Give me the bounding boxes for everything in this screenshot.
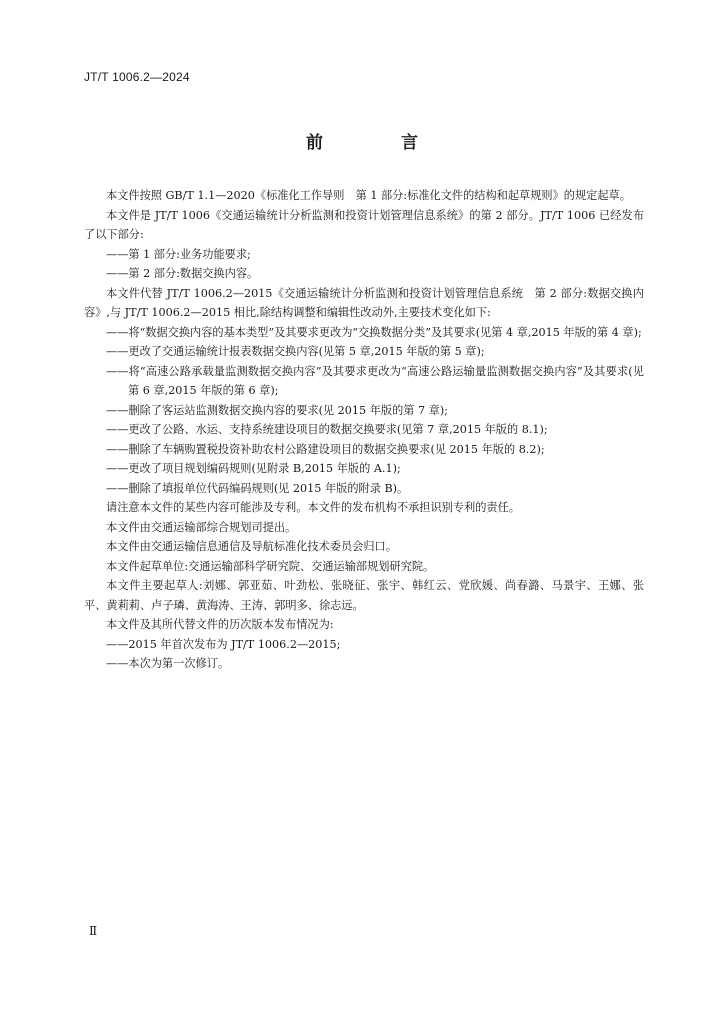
foreword-body xyxy=(84,186,644,674)
page-title: 前 言 xyxy=(306,133,454,153)
paragraph-drafting-rules: 本文件按照 GB/T 1.1—2020《标准化工作导则 第 1 部分:标准化文件的结构和起草规则》的规定起草。 xyxy=(106,189,631,202)
list-item-change: ——将“高速公路承载量监测数据交换内容”及其要求更改为“高速公路运输量监测数据交换内容”及其要求(见第 6 章,2015 年版的第 6 章); xyxy=(106,364,644,397)
list-item-change: ——删除了车辆购置税投资补助农村公路建设项目的数据交换要求(见 2015 年版的 8.2); xyxy=(106,442,545,456)
paragraph-series-part: 本文件是 JT/T 1006《交通运输统计分析监测和投资计划管理信息系统》的第 2 部分。JT/T 1006 已经发布了以下部分: xyxy=(84,208,644,241)
list-item-change: ——删除了填报单位代码编码规则(见 2015 年版的附录 B)。 xyxy=(106,481,409,495)
list-item-part-1: ——第 1 部分:业务功能要求; xyxy=(106,247,251,261)
paragraph-under-jurisdiction: 本文件由交通运输信息通信及导航标准化技术委员会归口。 xyxy=(106,540,397,553)
page-number: Ⅱ xyxy=(89,924,98,938)
paragraph-proposed-by: 本文件由交通运输部综合规划司提出。 xyxy=(106,520,297,534)
list-item-history: ——本次为第一次修订。 xyxy=(106,657,230,670)
list-item-history: ——2015 年首次发布为 JT/T 1006.2—2015; xyxy=(106,637,341,651)
list-item-change: ——将“数据交换内容的基本类型”及其要求更改为“交换数据分类”及其要求(见第 4 章,2015 年版的第 4 章); xyxy=(106,325,642,339)
paragraph-version-history: 本文件及其所代替文件的历次版本发布情况为: xyxy=(106,618,334,631)
paragraph-drafters: 本文件主要起草人:刘娜、郭亚茹、叶劲松、张晓征、张宇、韩红云、党欣媛、尚春潞、马景宇、王娜、张平、黄莉莉、卢子璘、黄海涛、王涛、郭明多、徐志远。 xyxy=(84,579,644,612)
list-item-change: ——更改了交通运输统计报表数据交换内容(见第 5 章,2015 年版的第 5 章); xyxy=(106,345,485,358)
list-item-change: ——更改了公路、水运、支持系统建设项目的数据交换要求(见第 7 章,2015 年版的 8.1); xyxy=(106,423,548,436)
list-item-change: ——更改了项目规划编码规则(见附录 B,2015 年版的 A.1); xyxy=(106,462,401,475)
document-code-header: JT/T 1006.2—2024 xyxy=(84,70,190,84)
paragraph-drafting-organizations: 本文件起草单位:交通运输部科学研究院、交通运输部规划研究院。 xyxy=(106,559,435,573)
list-item-change: ——删除了客运站监测数据交换内容的要求(见 2015 年版的第 7 章); xyxy=(106,403,449,417)
list-item-part-2: ——第 2 部分:数据交换内容。 xyxy=(106,267,259,280)
paragraph-replaces: 本文件代替 JT/T 1006.2—2015《交通运输统计分析监测和投资计划管理信息系统 第 2 部分:数据交换内容》,与 JT/T 1006.2—2015 相比,除结构调整和编辑性改动外,主要技术变化如下: xyxy=(84,286,644,319)
paragraph-patent-notice: 请注意本文件的某些内容可能涉及专利。本文件的发布机构不承担识别专利的责任。 xyxy=(106,501,520,514)
